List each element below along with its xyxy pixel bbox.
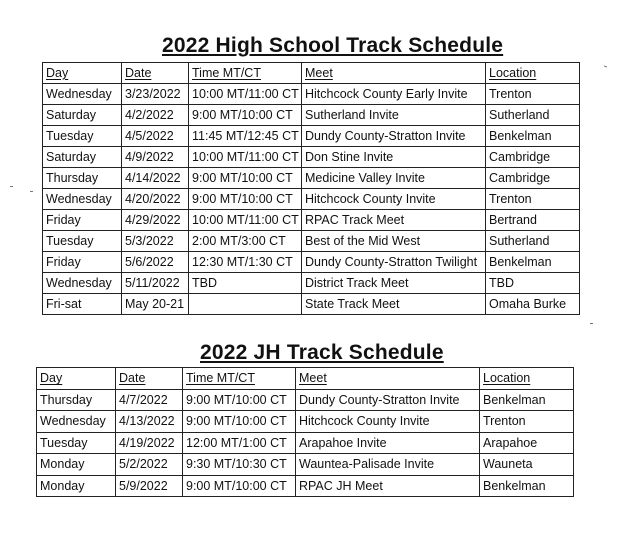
cell-day: Thursday [37, 389, 116, 411]
cell-time: 9:00 MT/10:00 CT [189, 105, 302, 126]
cell-meet: Wauntea-Palisade Invite [296, 454, 480, 476]
cell-meet: RPAC Track Meet [302, 210, 486, 231]
cell-meet: Dundy County-Stratton Invite [302, 126, 486, 147]
cell-day: Wednesday [37, 411, 116, 433]
table-row [43, 84, 580, 105]
cell-date: 5/2/2022 [116, 454, 183, 476]
cell-meet: Hitchcock County Invite [296, 411, 480, 433]
cell-location: Sutherland [486, 231, 580, 252]
cell-time: TBD [189, 273, 302, 294]
cell-date: 4/7/2022 [116, 389, 183, 411]
cell-day: Friday [43, 252, 122, 273]
cell-location: Bertrand [486, 210, 580, 231]
cell-location: Benkelman [480, 475, 574, 497]
cell-day: Saturday [43, 147, 122, 168]
column-header-location: Location [486, 63, 580, 84]
cell-time [189, 294, 302, 315]
cell-location: Omaha Burke [486, 294, 580, 315]
jh-schedule-title: 2022 JH Track Schedule [200, 341, 444, 364]
cell-day: Friday [43, 210, 122, 231]
cell-location: TBD [486, 273, 580, 294]
cell-location: Arapahoe [480, 432, 574, 454]
table-row [43, 210, 580, 231]
table-row [37, 411, 574, 433]
cell-time: 10:00 MT/11:00 CT [189, 147, 302, 168]
cell-time: 10:00 MT/11:00 CT [189, 84, 302, 105]
table-row [43, 105, 580, 126]
cell-date: 4/14/2022 [122, 168, 189, 189]
cell-time: 9:00 MT/10:00 CT [189, 189, 302, 210]
cell-day: Tuesday [37, 432, 116, 454]
table-row [43, 189, 580, 210]
table-row [43, 294, 580, 315]
cell-meet: State Track Meet [302, 294, 486, 315]
cell-day: Fri-sat [43, 294, 122, 315]
jh-schedule-table [36, 367, 574, 497]
cell-time: 2:00 MT/3:00 CT [189, 231, 302, 252]
cell-date: 5/6/2022 [122, 252, 189, 273]
cell-date: 5/11/2022 [122, 273, 189, 294]
cell-date: 3/23/2022 [122, 84, 189, 105]
cell-meet: RPAC JH Meet [296, 475, 480, 497]
cell-date: 4/29/2022 [122, 210, 189, 231]
cell-location: Sutherland [486, 105, 580, 126]
cell-time: 9:00 MT/10:00 CT [183, 389, 296, 411]
cell-day: Wednesday [43, 189, 122, 210]
cell-time: 12:00 MT/1:00 CT [183, 432, 296, 454]
cell-time: 9:00 MT/10:00 CT [189, 168, 302, 189]
cell-day: Wednesday [43, 84, 122, 105]
cell-time: 10:00 MT/11:00 CT [189, 210, 302, 231]
cell-location: Benkelman [486, 126, 580, 147]
cell-date: 4/19/2022 [116, 432, 183, 454]
header-row [43, 63, 580, 84]
table-row [43, 273, 580, 294]
cell-meet: Hitchcock County Invite [302, 189, 486, 210]
scan-speck [590, 323, 593, 324]
cell-meet: Sutherland Invite [302, 105, 486, 126]
scan-speck [604, 66, 607, 68]
cell-meet: Arapahoe Invite [296, 432, 480, 454]
cell-location: Wauneta [480, 454, 574, 476]
cell-location: Trenton [486, 189, 580, 210]
table-row [43, 252, 580, 273]
cell-date: 5/9/2022 [116, 475, 183, 497]
table-row [37, 475, 574, 497]
cell-meet: Don Stine Invite [302, 147, 486, 168]
scan-speck [30, 191, 33, 192]
table-row [43, 126, 580, 147]
cell-meet: Dundy County-Stratton Twilight [302, 252, 486, 273]
cell-day: Monday [37, 475, 116, 497]
cell-meet: Dundy County-Stratton Invite [296, 389, 480, 411]
table-row [37, 389, 574, 411]
cell-date: 4/13/2022 [116, 411, 183, 433]
header-row [37, 368, 574, 390]
column-header-time: Time MT/CT [183, 368, 296, 390]
high-school-schedule-table [42, 62, 580, 315]
cell-time: 11:45 MT/12:45 CT [189, 126, 302, 147]
column-header-date: Date [116, 368, 183, 390]
table-row [37, 454, 574, 476]
high-school-schedule-title: 2022 High School Track Schedule [162, 34, 504, 57]
cell-day: Thursday [43, 168, 122, 189]
column-header-day: Day [43, 63, 122, 84]
cell-meet: Best of the Mid West [302, 231, 486, 252]
cell-date: 4/2/2022 [122, 105, 189, 126]
cell-date: 4/5/2022 [122, 126, 189, 147]
cell-date: May 20-21 [122, 294, 189, 315]
table-row [37, 432, 574, 454]
column-header-date: Date [122, 63, 189, 84]
table-row [43, 147, 580, 168]
cell-meet: Hitchcock County Early Invite [302, 84, 486, 105]
cell-time: 9:30 MT/10:30 CT [183, 454, 296, 476]
cell-meet: District Track Meet [302, 273, 486, 294]
cell-date: 5/3/2022 [122, 231, 189, 252]
cell-date: 4/20/2022 [122, 189, 189, 210]
table-row [43, 231, 580, 252]
cell-location: Cambridge [486, 168, 580, 189]
cell-time: 9:00 MT/10:00 CT [183, 411, 296, 433]
cell-day: Tuesday [43, 126, 122, 147]
cell-day: Monday [37, 454, 116, 476]
cell-location: Benkelman [486, 252, 580, 273]
cell-location: Trenton [486, 84, 580, 105]
cell-location: Cambridge [486, 147, 580, 168]
cell-time: 9:00 MT/10:00 CT [183, 475, 296, 497]
cell-meet: Medicine Valley Invite [302, 168, 486, 189]
column-header-location: Location [480, 368, 574, 390]
cell-day: Tuesday [43, 231, 122, 252]
column-header-meet: Meet [296, 368, 480, 390]
column-header-meet: Meet [302, 63, 486, 84]
cell-location: Trenton [480, 411, 574, 433]
cell-day: Saturday [43, 105, 122, 126]
cell-location: Benkelman [480, 389, 574, 411]
cell-day: Wednesday [43, 273, 122, 294]
column-header-day: Day [37, 368, 116, 390]
scan-speck [10, 186, 13, 187]
cell-date: 4/9/2022 [122, 147, 189, 168]
table-row [43, 168, 580, 189]
column-header-time: Time MT/CT [189, 63, 302, 84]
cell-time: 12:30 MT/1:30 CT [189, 252, 302, 273]
